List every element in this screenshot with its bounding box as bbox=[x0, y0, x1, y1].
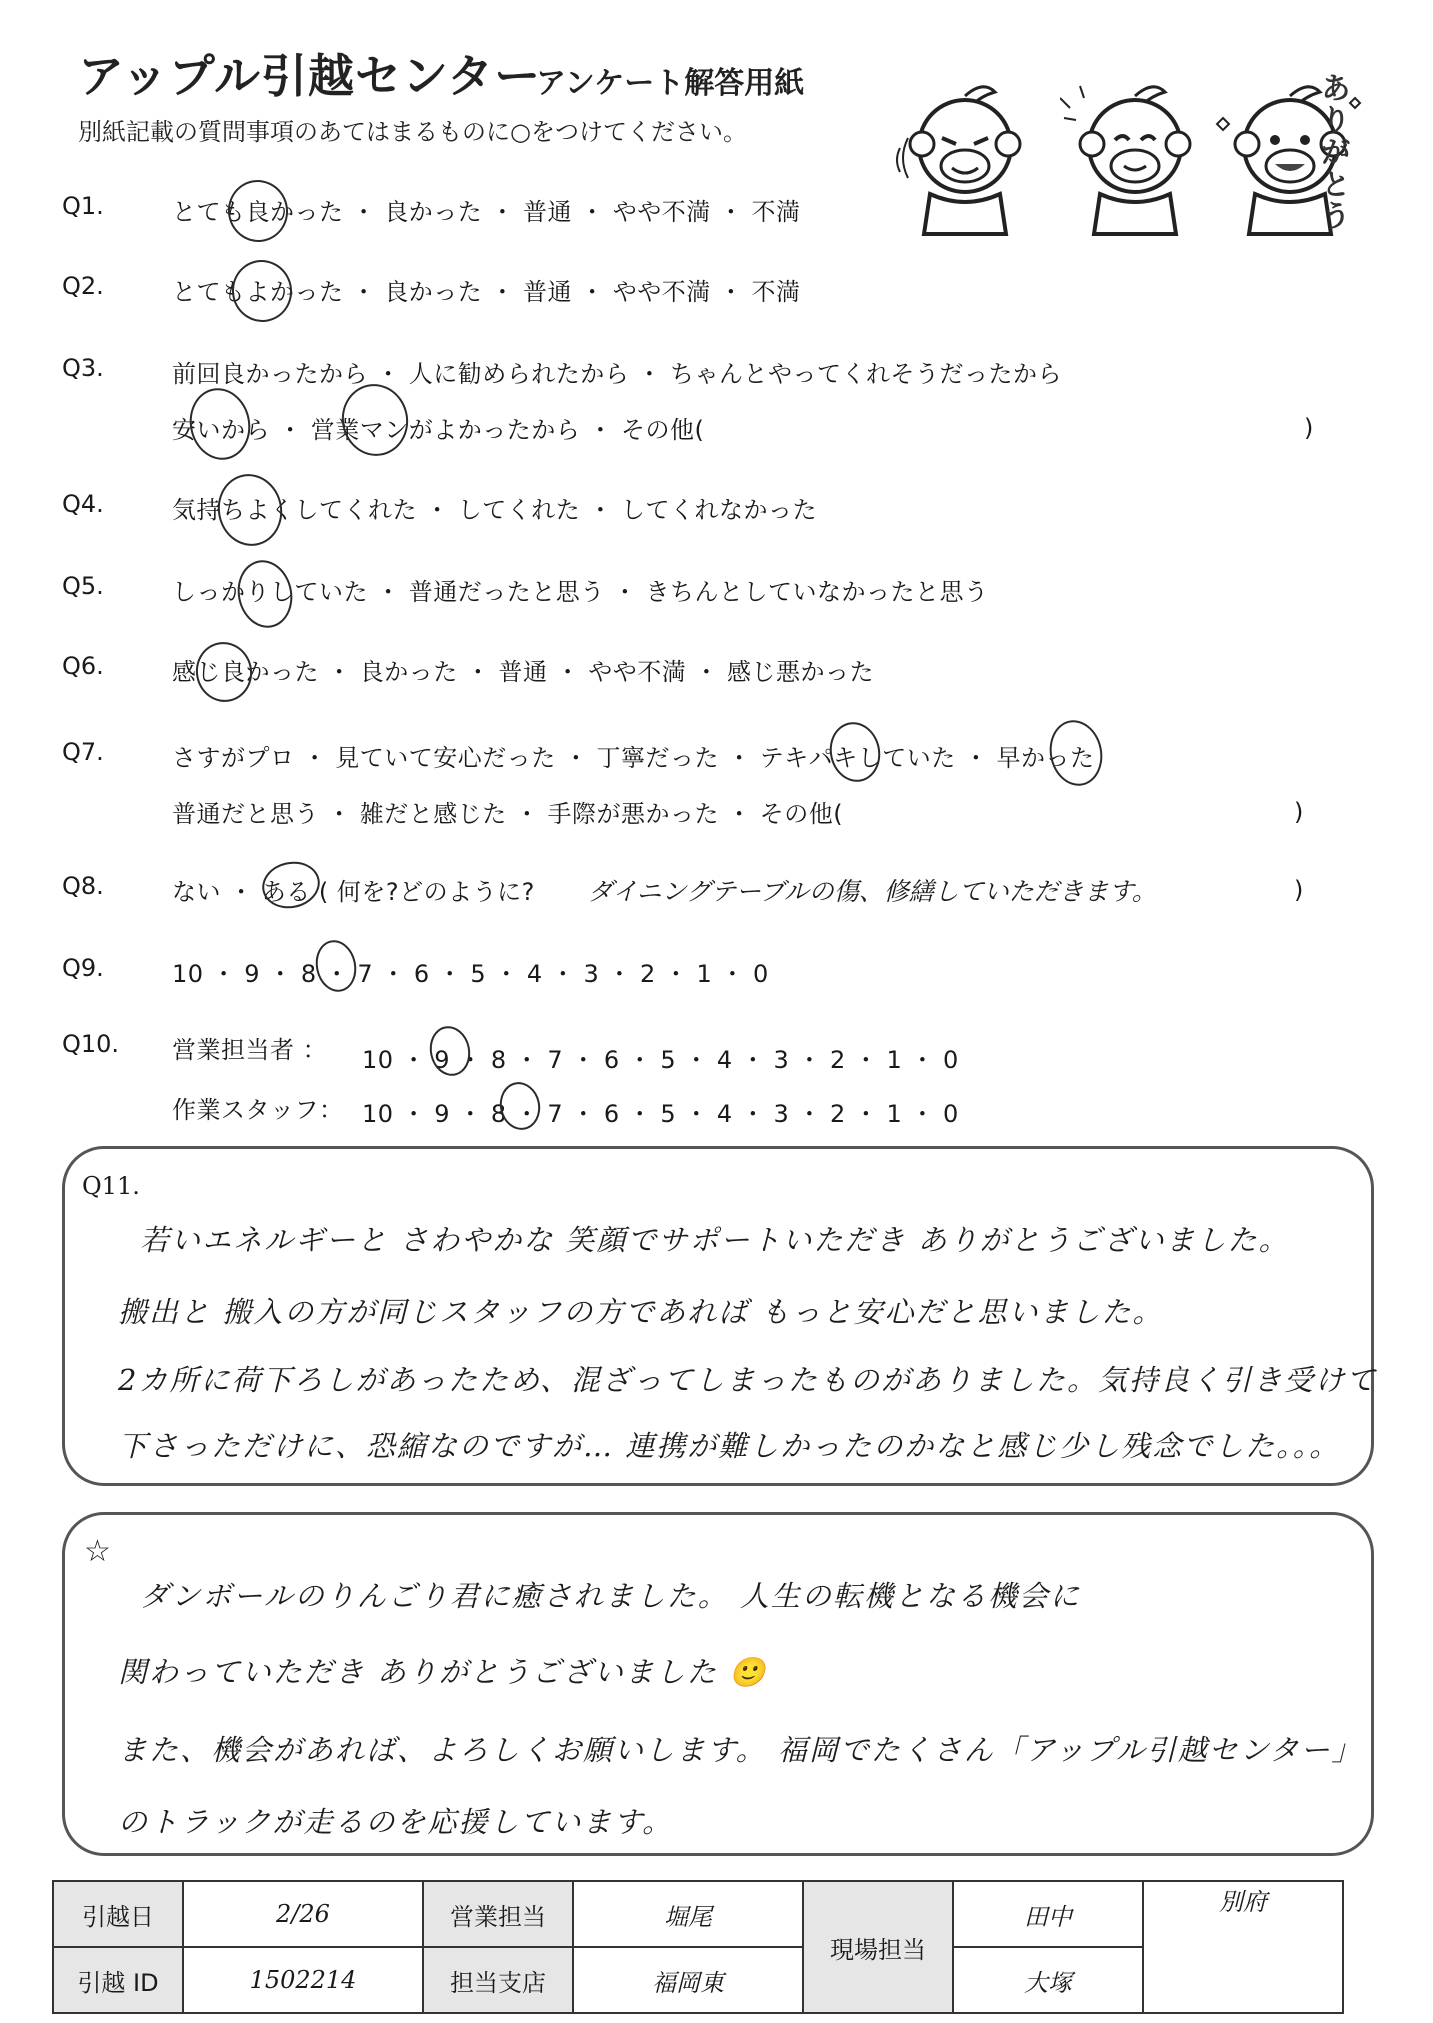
q10-staff-label: 作業スタッフ： bbox=[172, 1096, 344, 1124]
question-number: Q3. bbox=[62, 354, 104, 382]
selection-circle bbox=[211, 468, 289, 552]
close-paren: ) bbox=[1294, 798, 1304, 826]
site-staff-label: 現場担当 bbox=[803, 1881, 953, 2013]
brand-name: アップル引越センター bbox=[78, 49, 542, 103]
question-number: Q6. bbox=[62, 652, 104, 680]
q11-label: Q11. bbox=[82, 1172, 140, 1200]
close-paren: ) bbox=[1304, 414, 1314, 442]
star-comment-line: のトラックが走るのを応援しています。 bbox=[118, 1805, 674, 1839]
q3-options-line1: 前回良かったから ・ 人に勧められたから ・ ちゃんとやってくれそうだったから bbox=[172, 360, 1063, 388]
star-comment-line: ダンボールのりんごり君に癒されました。 人生の転機となる機会に bbox=[140, 1579, 1081, 1613]
selection-circle bbox=[222, 174, 294, 247]
move-date-label: 引越日 bbox=[53, 1881, 183, 1947]
q3-options-line2: 安いから ・ 営業マンがよかったから ・ その他( bbox=[172, 416, 705, 444]
question-number: Q10. bbox=[62, 1030, 120, 1058]
move-date-value: 2/26 bbox=[183, 1881, 423, 1947]
site-staff-value: 別府 bbox=[1143, 1881, 1343, 2013]
selection-circle bbox=[190, 637, 257, 707]
q1-options: とても良かった ・ 良かった ・ 普通 ・ やや不満 ・ 不満 bbox=[172, 198, 801, 226]
close-paren: ) bbox=[1294, 876, 1304, 904]
star-icon: ☆ bbox=[84, 1534, 111, 1569]
branch-value: 福岡東 bbox=[573, 1947, 803, 2013]
site-staff-value: 大塚 bbox=[953, 1947, 1143, 2013]
q10-staff-scale: 10 ・ 9 ・ 8 ・ 7 ・ 6 ・ 5 ・ 4 ・ 3 ・ 2 ・ 1 ・ 0 bbox=[362, 1100, 959, 1128]
apple-mascot-icon bbox=[1060, 78, 1210, 248]
q10-sales-label: 営業担当者 ： bbox=[172, 1036, 328, 1064]
selection-circle bbox=[226, 254, 298, 327]
selection-circle bbox=[232, 555, 299, 633]
q7-options-line1: さすがプロ ・ 見ていて安心だった ・ 丁寧だった ・ テキパキしていた ・ 早かった bbox=[172, 744, 1095, 772]
branch-label: 担当支店 bbox=[423, 1947, 573, 2013]
question-number: Q7. bbox=[62, 738, 104, 766]
instruction-text: 別紙記載の質問事項のあてはまるものに○をつけてください。 bbox=[78, 118, 747, 146]
form-title: アンケート解答用紙 bbox=[536, 66, 805, 101]
selection-circle bbox=[824, 717, 885, 786]
question-number: Q5. bbox=[62, 572, 104, 600]
q8-handwritten-answer: ダイニングテーブルの傷、修繕していただきます。 bbox=[588, 877, 1157, 906]
question-number: Q9. bbox=[62, 954, 104, 982]
q11-comment-line: 下さっただけに、恐縮なのですが… 連携が難しかったのかなと感じ少し残念でした。。。 bbox=[118, 1429, 1341, 1463]
sales-rep-label: 営業担当 bbox=[423, 1881, 573, 1947]
q8-options: ない ・ ある ( 何を?どのように? bbox=[172, 878, 535, 906]
thanks-text: ありがとう bbox=[1315, 72, 1350, 232]
q4-options: 気持ちよくしてくれた ・ してくれた ・ してくれなかった bbox=[172, 496, 818, 524]
question-number: Q4. bbox=[62, 490, 104, 518]
question-number: Q8. bbox=[62, 872, 104, 900]
sales-rep-value: 堀尾 bbox=[573, 1881, 803, 1947]
selection-circle bbox=[183, 383, 257, 466]
q5-options: しっかりしていた ・ 普通だったと思う ・ きちんとしていなかったと思う bbox=[172, 578, 989, 606]
star-comment-line: 関わっていただき ありがとうございました 🙂 bbox=[118, 1655, 768, 1689]
move-id-value: 1502214 bbox=[183, 1947, 423, 2013]
q6-options: 感じ良かった ・ 良かった ・ 普通 ・ やや不満 ・ 感じ悪かった bbox=[172, 658, 875, 686]
question-number: Q2. bbox=[62, 272, 104, 300]
apple-mascot-icon bbox=[890, 78, 1040, 248]
selection-circle bbox=[335, 378, 415, 462]
move-id-label: 引越 ID bbox=[53, 1947, 183, 2013]
q11-comment-line: 2カ所に荷下ろしがあったため、混ざってしまったものがありました。気持良く引き受けて bbox=[118, 1363, 1378, 1397]
footer-info-table bbox=[52, 1880, 1344, 2014]
star-comment-line: また、機会があれば、よろしくお願いします。 福岡でたくさん「アップル引越センター」 bbox=[118, 1733, 1363, 1767]
selection-circle bbox=[1044, 715, 1109, 790]
q2-options: とてもよかった ・ 良かった ・ 普通 ・ やや不満 ・ 不満 bbox=[172, 278, 801, 306]
q10-sales-scale: 10 ・ 9 ・ 8 ・ 7 ・ 6 ・ 5 ・ 4 ・ 3 ・ 2 ・ 1 ・ 0 bbox=[362, 1046, 959, 1074]
q11-comment-line: 搬出と 搬入の方が同じスタッフの方であれば もっと安心だと思いました。 bbox=[118, 1295, 1164, 1329]
question-number: Q1. bbox=[62, 192, 104, 220]
site-staff-value: 田中 bbox=[953, 1881, 1143, 1947]
q11-comment-line: 若いエネルギーと さわやかな 笑顔でサポートいただき ありがとうございました。 bbox=[140, 1223, 1290, 1257]
q9-scale: 10 ・ 9 ・ 8 ・ 7 ・ 6 ・ 5 ・ 4 ・ 3 ・ 2 ・ 1 ・ 0 bbox=[172, 960, 769, 988]
q7-options-line2: 普通だと思う ・ 雑だと感じた ・ 手際が悪かった ・ その他( bbox=[172, 800, 844, 828]
